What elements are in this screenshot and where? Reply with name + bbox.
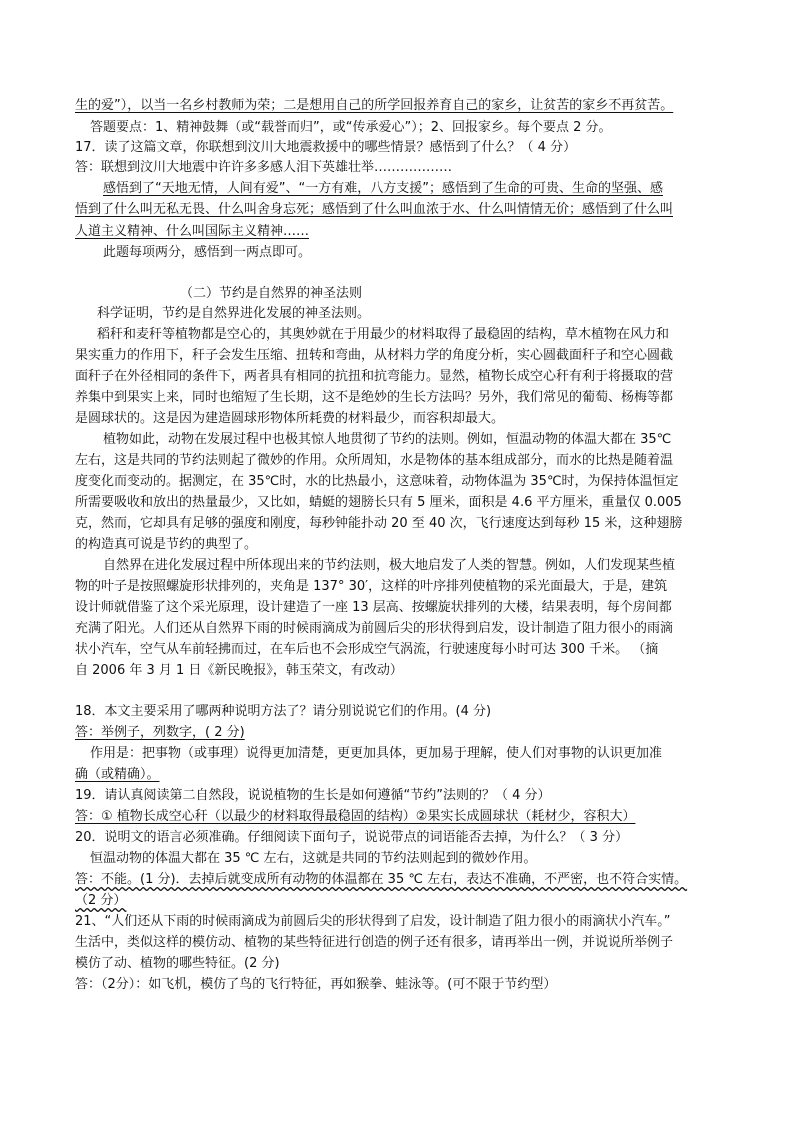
passage-paragraph-4-line-3: 设计师就借鉴了这个采光原理，设计建造了一座 13 层高、按螺旋状排列的大楼，结果表明，每个房间都 xyxy=(75,600,672,615)
question-21-line-1: 21、“人们还从下雨的时候雨滴成为前圆后尖的形状得到了启发，设计制造了阻力很小的雨滴状小汽车。” xyxy=(75,914,671,929)
passage-title: （二）节约是自然界的神圣法则 xyxy=(180,286,363,301)
answer-20-line-1: 答：不能。(1 分)．去掉后就变成所有动物的体温都在 35 ℃ 左右，表达不准确，不严密，也不符合实情。 xyxy=(75,872,688,887)
passage-paragraph-1: 科学证明，节约是自然界进化发展的神圣法则。 xyxy=(97,306,371,321)
passage-paragraph-4-line-4: 充满了阳光。人们还从自然界下雨的时候雨滴成为前圆后尖的形状得到启发，设计制造了阻力很小的雨滴 xyxy=(75,621,674,636)
answer-18-effect-line-2: 确（或精确）。 xyxy=(75,767,160,782)
answer-17-scoring: 此题每项两分，感悟到一两点即可。 xyxy=(103,245,312,260)
answer-18-methods xyxy=(75,723,245,743)
passage-paragraph-2-line-5: 是圆球状的。这是因为建造圆球形物体所耗费的材料最少，而容积却最大。 xyxy=(75,411,505,426)
answer-19: 答：① 植物长成空心秆（以最少的材料取得最稳固的结构）②果实长成圆球状（耗材少，容积大） xyxy=(75,809,636,824)
answer-17-line-2: 感悟到了“天地无情，人间有爱”、“一方有难，八方支援”；感悟到了生命的可贵、生命的坚强、感 xyxy=(103,181,663,196)
passage-paragraph-2-line-4: 养集中到果实上来，同时也缩短了生长期，这不是绝妙的生长方法吗？另外，我们常见的葡萄、杨梅等都 xyxy=(75,390,674,405)
passage-paragraph-3-line-4: 所需要吸收和放出的热量最少，又比如，蜻蜓的翅膀长只有 5 厘米，面积是 4.6 平方厘米，重量仅 0.005 xyxy=(75,495,682,510)
question-21-line-3: 模仿了动、植物的哪些特征。(2 分) xyxy=(75,956,280,971)
answer-17-line-4: 人道主义精神、什么叫国际主义精神…… xyxy=(75,224,310,239)
question-19: 19．请认真阅读第二自然段，说说植物的生长是如何遵循“节约”法则的？（ 4 分） xyxy=(75,788,551,803)
passage-paragraph-2-line-1: 稻秆和麦秆等植物都是空心的，其奥妙就在于用最少的材料取得了最稳固的结构，草木植物在风力和 xyxy=(97,327,670,342)
passage-paragraph-3-line-1: 植物如此，动物在发展过程中也极其惊人地贯彻了节约的法则。例如，恒温动物的体温大都在 35℃ xyxy=(103,432,672,447)
passage-paragraph-2-line-3: 面秆子在外径相同的条件下，两者具有相同的抗扭和抗弯能力。显然，植物长成空心秆有利于将摄取的营 xyxy=(75,369,674,384)
answer-17-line-3: 悟到了什么叫无私无畏、什么叫舍身忘死；感悟到了什么叫血浓于水、什么叫情情无价；感悟到了什么叫 xyxy=(75,202,674,217)
passage-paragraph-3-line-5: 克，然而，它却具有足够的强度和刚度，每秒钟能扑动 20 至 40 次，飞行速度达到每秒 15 米，这种翅膀 xyxy=(75,516,683,531)
question-17: 17．读了这篇文章，你联想到汶川大地震救援中的哪些情景？感悟到了什么？（ 4 分） xyxy=(75,140,577,155)
passage-paragraph-4-line-5: 状小汽车，空气从车前轻拂而过，在车后也不会形成空气涡流，行驶速度每小时可达 300 千米。 （摘 xyxy=(75,642,659,657)
passage-paragraph-3-line-2: 左右，这是共同的节约法则起了微妙的作用。众所周知，水是物体的基本组成部分，而水的比热是随着温 xyxy=(75,453,674,468)
answer-18-methods-text: 答：举例子，列数字，( 2 分) xyxy=(75,725,245,740)
answer-17-line-1: 答：联想到汶川大地震中许许多多感人泪下英雄壮举……………… xyxy=(75,160,453,175)
question-20-sentence: 恒温动物的体温大都在 35 ℃ 左右，这就是共同的节约法则起到的微妙作用。 xyxy=(90,851,537,866)
passage-paragraph-3-line-3: 度变化而变动的。据测定，在 35℃时，水的比热最小，这意味着，动物体温为 35℃时，为保持体温恒定 xyxy=(75,474,679,489)
passage-paragraph-2-line-2: 果实重力的作用下，秆子会发生压缩、扭转和弯曲，从材料力学的角度分析，实心圆截面秆子和空心圆截 xyxy=(75,348,674,363)
question-18: 18．本文主要采用了哪两种说明方法了？请分别说说它们的作用。(4 分) xyxy=(75,704,492,719)
answer-21: 答：（2分）：如飞机，模仿了鸟的飞行特征，再如猴拳、蛙泳等。(可不限于节约型） xyxy=(75,977,557,992)
answer-20-line-2: （2 分） xyxy=(75,893,127,908)
passage-source: 自 2006 年 3 月 1 日《新民晚报》，韩玉荣文，有改动） xyxy=(75,663,403,678)
passage-paragraph-4-line-1: 自然界在进化发展过程中所体现出来的节约法则，极大地启发了人类的智慧。例如，人们发现某些植 xyxy=(103,558,676,573)
passage-paragraph-3-line-6: 的构造真可说是节约的典型了。 xyxy=(75,537,258,552)
answer-16-continued: 生的爱”），以当一名乡村教师为荣；二是想用自己的所学回报养育自己的家乡，让贫苦的家乡不再贫苦。 xyxy=(75,98,674,113)
question-20: 20．说明文的语言必须准确。仔细阅读下面句子，说说带点的词语能否去掉，为什么？（ 3 分） xyxy=(75,830,629,845)
question-21-line-2: 生活中，类似这样的模仿动、植物的某些特征进行创造的例子还有很多，请再举出一例，并说说所举例子 xyxy=(75,935,674,950)
answer-16-key-points: 答题要点：1、精神鼓舞（或“载誉而归”，或“传承爱心”）；2、回报家乡。每个要点 2 分。 xyxy=(90,120,612,135)
answer-18-effect-line-1 xyxy=(90,744,662,764)
passage-paragraph-4-line-2: 物的叶子是按照螺旋形状排列的，夹角是 137° 30′，这样的叶序排列使植物的采光面最大，于是，建筑 xyxy=(75,579,668,594)
answer-18-effect-text: 作用是：把事物（或事理）说得更加清楚，更更加具体，更加易于理解，使人们对事物的认识更加准 xyxy=(90,746,663,761)
